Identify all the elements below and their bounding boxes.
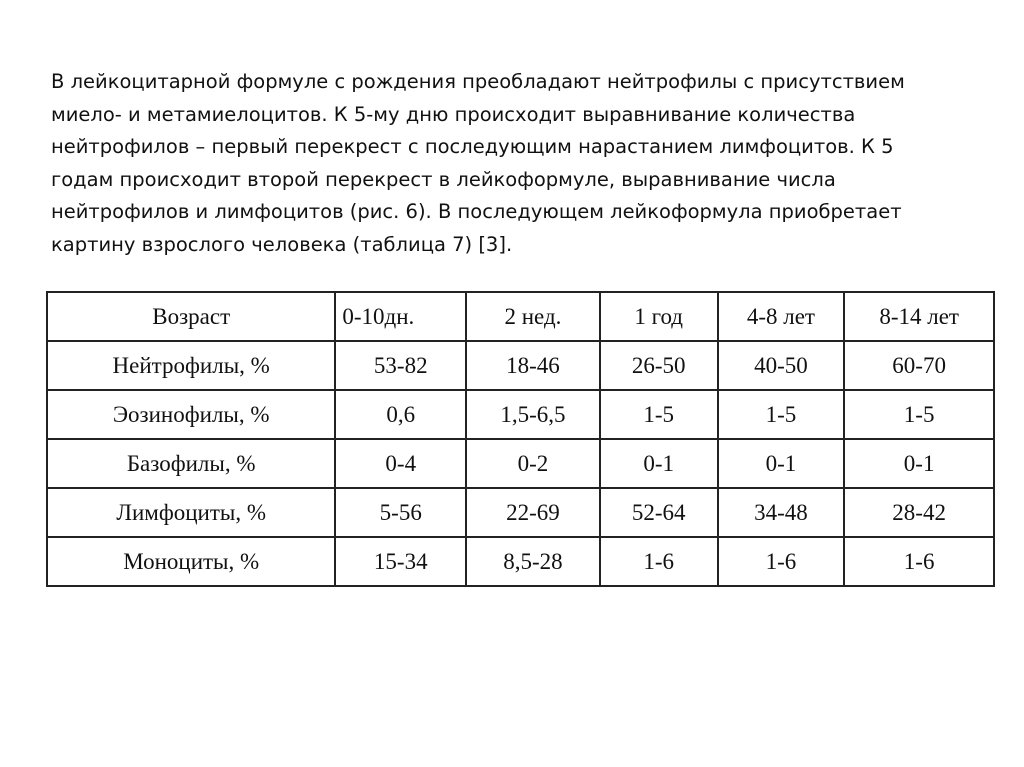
table-cell: 1-5	[844, 390, 994, 439]
table-cell: 0-2	[466, 439, 600, 488]
header-cell: 8-14 лет	[844, 292, 994, 341]
paragraph-line: нейтрофилов и лимфоцитов (рис. 6). В последующем лейкоформула приобретает	[51, 200, 902, 223]
paragraph-line: миело- и метамиелоцитов. К 5-му дню происходит выравнивание количества	[51, 102, 856, 126]
table-cell: 1-6	[844, 537, 994, 586]
table-cell: 0-1	[844, 439, 994, 488]
table-cell: 18-46	[466, 341, 600, 390]
table-cell: 53-82	[335, 341, 466, 390]
table-cell: 26-50	[600, 341, 718, 390]
leukocyte-formula-table	[46, 291, 995, 587]
table-cell: 1-5	[600, 390, 718, 439]
header-cell: 1 год	[600, 292, 718, 341]
table-cell: 34-48	[718, 488, 845, 537]
paragraph-line: нейтрофилов – первый перекрест с последующим нарастанием лимфоцитов. К 5	[51, 135, 894, 158]
table-cell: 28-42	[844, 488, 994, 537]
header-cell-age: Возраст	[47, 292, 335, 341]
table-cell: 1-6	[718, 537, 845, 586]
paragraph-line: годам происходит второй перекрест в лейкоформуле, выравнивание числа	[51, 167, 836, 191]
table-cell: 1,5-6,5	[466, 390, 600, 439]
table-row-lymphocytes	[47, 488, 994, 537]
header-cell: 2 нед.	[466, 292, 600, 341]
table-header-row	[47, 292, 994, 341]
table-cell: 5-56	[335, 488, 466, 537]
table-cell: 0-4	[335, 439, 466, 488]
table-cell: 60-70	[844, 341, 994, 390]
row-label: Базофилы, %	[47, 439, 335, 488]
row-label: Эозинофилы, %	[47, 390, 335, 439]
table-cell: 1-6	[600, 537, 718, 586]
table-cell: 52-64	[600, 488, 718, 537]
intro-paragraph	[51, 66, 981, 261]
table-cell: 0-1	[718, 439, 845, 488]
table-cell: 40-50	[718, 341, 845, 390]
table-cell: 22-69	[466, 488, 600, 537]
table-cell: 8,5-28	[466, 537, 600, 586]
table-row-neutrophils	[47, 341, 994, 390]
row-label: Моноциты, %	[47, 537, 335, 586]
table-cell: 0,6	[335, 390, 466, 439]
table-cell: 1-5	[718, 390, 845, 439]
paragraph-line: картину взрослого человека (таблица 7) [3].	[51, 232, 513, 256]
table-row-basophils	[47, 439, 994, 488]
table-row-eosinophils	[47, 390, 994, 439]
table-cell: 15-34	[335, 537, 466, 586]
row-label: Нейтрофилы, %	[47, 341, 335, 390]
table-cell: 0-1	[600, 439, 718, 488]
table-row-monocytes	[47, 537, 994, 586]
header-cell: 0-10дн.	[335, 292, 466, 341]
paragraph-line: В лейкоцитарной формуле с рождения преобладают нейтрофилы с присутствием	[51, 70, 905, 93]
row-label: Лимфоциты, %	[47, 488, 335, 537]
header-cell: 4-8 лет	[718, 292, 845, 341]
